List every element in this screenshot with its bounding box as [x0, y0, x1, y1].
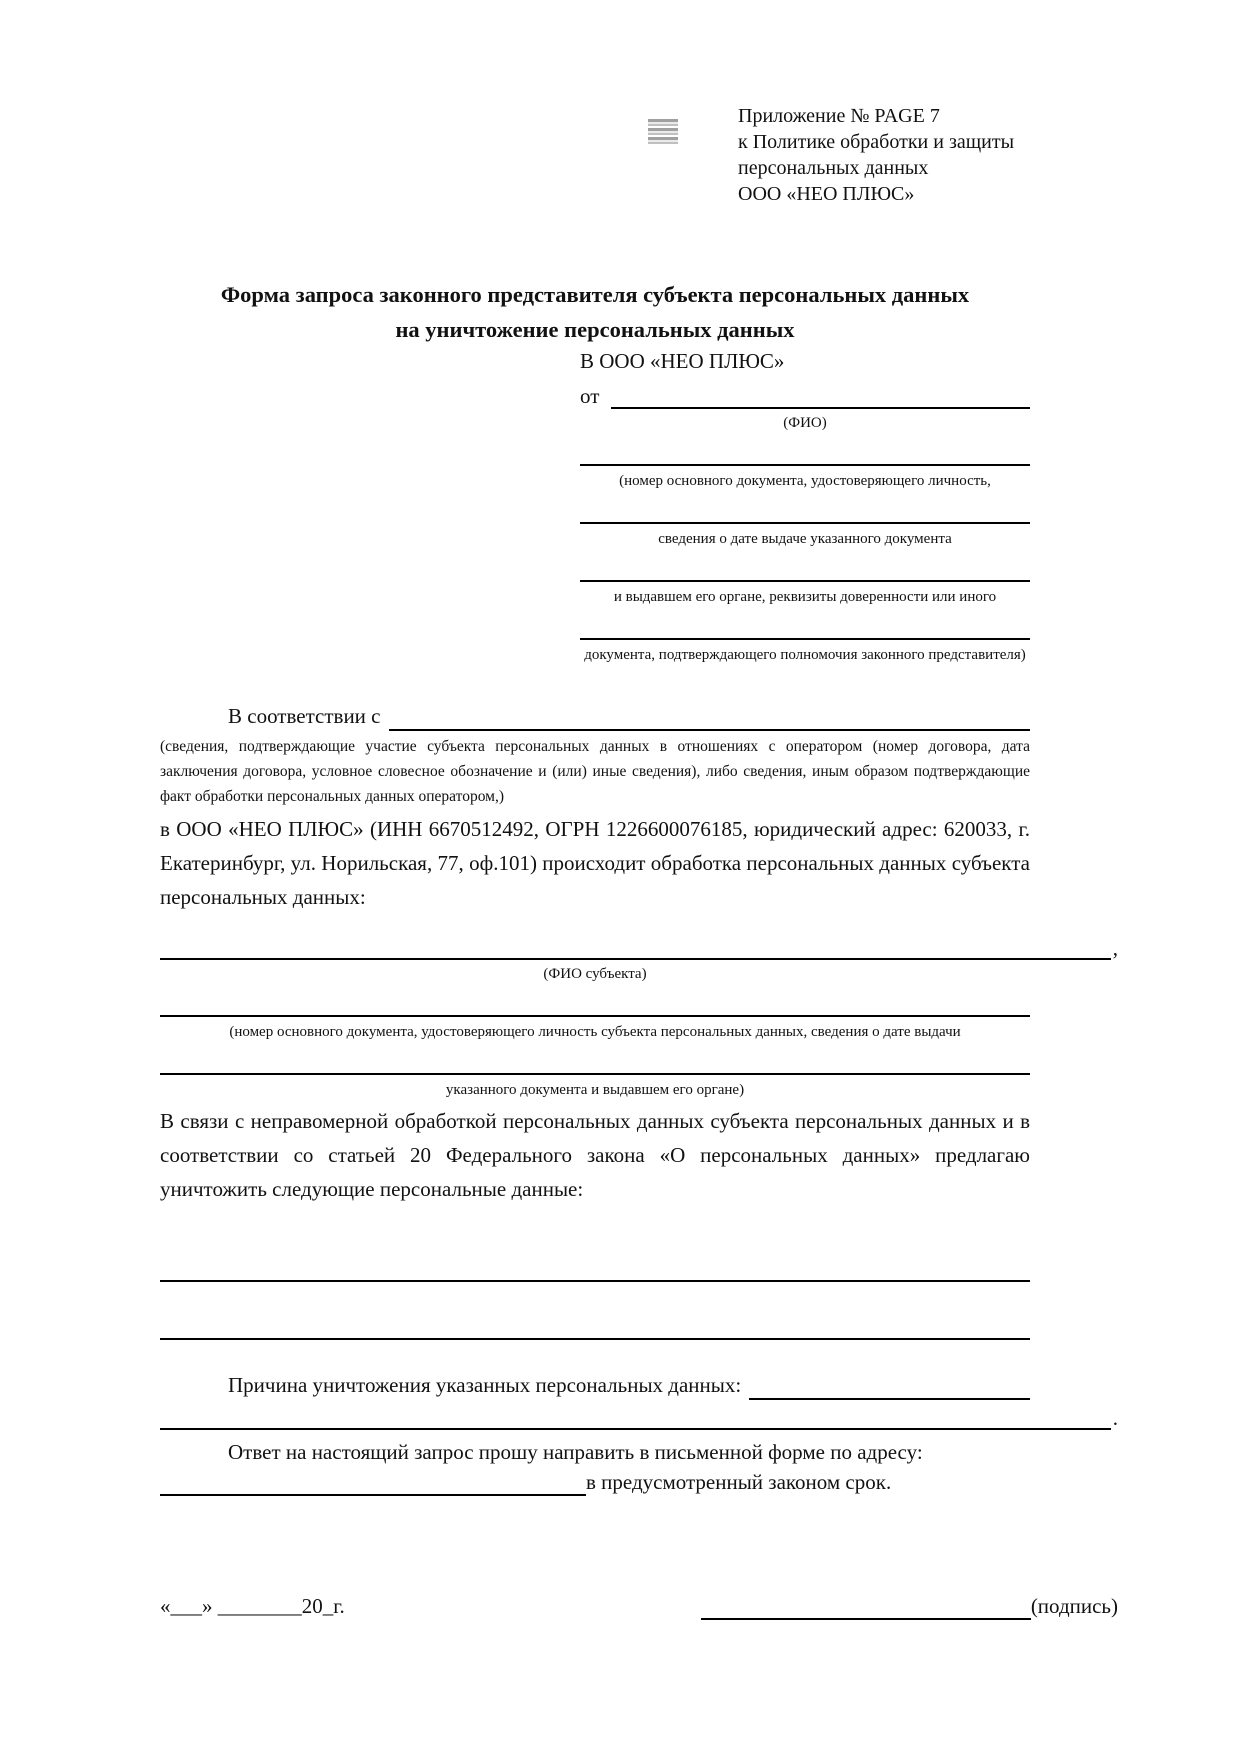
policy-line-1: к Политике обработки и защиты: [738, 131, 1015, 153]
field-code-glitch-icon: [648, 119, 678, 145]
subject-fio-caption: (ФИО субъекта): [543, 966, 647, 982]
policy-line-2: персональных данных: [738, 157, 929, 179]
appendix-header: [738, 103, 1030, 207]
doc-number-caption: (номер основного документа, удостоверяющего личность,: [619, 473, 991, 489]
document-title-line-1: Форма запроса законного представителя субъекта персональных данных: [220, 282, 970, 307]
accordance-note: (сведения, подтверждающие участие субъекта персональных данных в отношениях с оператором (номер договора, дата заключения договора, условное словесное обозначение и (или) иные сведения), либо сведения, иным образом подтверждающие факт обработки персональных данных оператором,): [160, 738, 1030, 805]
date-signature-row: [160, 1592, 1118, 1620]
representative-doc-block-4: [580, 607, 1030, 665]
company-name-line: ООО «НЕО ПЛЮС»: [738, 183, 915, 205]
subject-fio-row: [160, 932, 1118, 960]
data-to-destroy-field-1[interactable]: [160, 1250, 1030, 1282]
representative-doc-date-field[interactable]: [580, 491, 1030, 524]
reply-request: Ответ на настоящий запрос прошу направить в письменной форме по адресу:: [228, 1440, 923, 1464]
appendix-number-line: Приложение № PAGE 7: [738, 105, 940, 127]
reason-row: [160, 1370, 1030, 1400]
accordance-basis-field[interactable]: [389, 703, 1031, 731]
subject-doc-block-1: [160, 984, 1030, 1042]
representative-doc-issuer-field[interactable]: [580, 549, 1030, 582]
subject-doc-number-field[interactable]: [160, 984, 1030, 1017]
reply-address-field[interactable]: [160, 1470, 586, 1496]
addressee-block: [580, 347, 1030, 665]
accordance-label: В соответствии с: [228, 704, 381, 728]
signature-field[interactable]: [701, 1594, 1031, 1620]
data-to-destroy-field-2[interactable]: [160, 1308, 1030, 1340]
destruction-reason-field-2[interactable]: [160, 1404, 1111, 1430]
doc-date-caption: сведения о дате выдаче указанного документа: [658, 531, 952, 547]
representative-doc-block-2: [580, 491, 1030, 549]
document-title-line-2: на уничтожение персональных данных: [395, 317, 795, 342]
reason-continuation-row: [160, 1404, 1118, 1430]
representative-doc-number-field[interactable]: [580, 433, 1030, 466]
date-blank[interactable]: «___» ________20_г.: [160, 1594, 345, 1618]
representative-doc-block-1: [580, 433, 1030, 491]
signature-caption: (подпись): [1030, 1594, 1118, 1618]
reason-label: Причина уничтожения указанных персональных данных:: [228, 1373, 742, 1397]
reply-deadline: в предусмотренный законом срок.: [586, 1470, 892, 1494]
subject-fio-field[interactable]: [160, 932, 1111, 960]
addressee-to: В ООО «НЕО ПЛЮС»: [580, 349, 785, 373]
subject-doc-issuer-field[interactable]: [160, 1042, 1030, 1075]
from-label: от: [580, 384, 600, 408]
fio-caption: (ФИО): [783, 415, 827, 431]
authority-caption: документа, подтверждающего полномочия законного представителя): [584, 647, 1026, 663]
representative-doc-block-3: [580, 549, 1030, 607]
reply-address-row: [160, 1468, 1030, 1496]
reason-line-period: .: [1112, 1406, 1118, 1430]
accordance-row: [160, 701, 1030, 731]
operator-paragraph: в ООО «НЕО ПЛЮС» (ИНН 6670512492, ОГРН 1226600076185, юридический адрес: 620033, г. Екатеринбург, ул. Норильская, 77, оф.101) происходит обработка персональных данных субъекта персональных данных:: [160, 817, 1030, 909]
destruction-reason-field[interactable]: [749, 1372, 1030, 1400]
subject-fio-comma: ,: [1112, 936, 1118, 960]
from-row: [580, 383, 1030, 409]
subject-doc-block-2: [160, 1042, 1030, 1100]
representative-authority-field[interactable]: [580, 607, 1030, 640]
representative-fio-field[interactable]: [611, 383, 1030, 409]
destruction-paragraph: В связи с неправомерной обработкой персональных данных субъекта персональных данных и в соответствии со статьей 20 Федерального закона «О персональных данных» предлагаю уничтожить следующие персональные данные:: [160, 1109, 1030, 1201]
subject-doc-caption-1: (номер основного документа, удостоверяющего личность субъекта персональных данных, сведения о дате выдачи: [229, 1024, 961, 1040]
subject-doc-caption-2: указанного документа и выдавшем его органе): [445, 1082, 745, 1098]
doc-issuer-caption: и выдавшем его органе, реквизиты доверенности или иного: [613, 589, 997, 605]
